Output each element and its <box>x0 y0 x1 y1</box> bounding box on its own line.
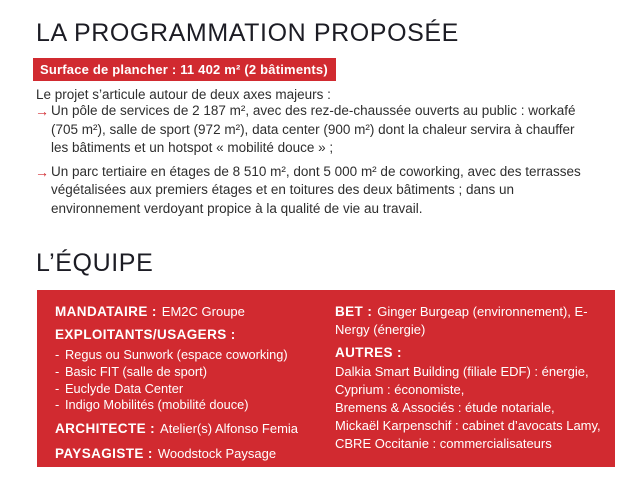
autres-list <box>335 363 603 453</box>
paysagiste-label: PAYSAGISTE : <box>55 446 153 462</box>
bet-value: Ginger Burgeap (environnement), E-Nergy (énergie) <box>335 304 588 337</box>
mandataire-line <box>55 303 327 321</box>
architecte-label: ARCHITECTE : <box>55 421 156 437</box>
exploitants-list <box>55 347 327 414</box>
arrow-right-icon: → <box>35 103 49 119</box>
surface-banner: Surface de plancher : 11 402 m² (2 bâtiments) <box>33 58 336 81</box>
exploitants-item: - Indigo Mobilités (mobilité douce) <box>55 397 327 414</box>
axes-list <box>35 102 588 224</box>
autres-label: AUTRES : <box>335 345 402 360</box>
team-card <box>37 290 615 467</box>
exploitants-item: - Euclyde Data Center <box>55 381 327 398</box>
axes-item-text: Un pôle de services de 2 187 m², avec des rez-de-chaussée ouverts au public : workafé (705 m²), salle de sport (972 m²), data center (900 m²) dont la chaleur servira à chauffer les bâtiments et un hotspot « mobilité douce » ; <box>51 103 576 156</box>
axes-item <box>35 163 588 219</box>
autres-line <box>335 344 603 362</box>
autres-item: Dalkia Smart Building (filiale EDF) : énergie, <box>335 364 589 379</box>
exploitants-item: - Regus ou Sunwork (espace coworking) <box>55 347 327 364</box>
team-card-left-column <box>55 303 327 463</box>
bet-label: BET : <box>335 304 373 319</box>
exploitants-line <box>55 326 327 344</box>
axes-item-text: Un parc tertiaire en étages de 8 510 m², dont 5 000 m² de coworking, avec des terrasses végétalisées aux premiers étages et en toitures des deux bâtiments ; dans un environnement verdoyant propice à la qualité de vie au travail. <box>51 163 581 216</box>
autres-item: CBRE Occitanie : commercialisateurs <box>335 436 552 451</box>
mandataire-label: MANDATAIRE : <box>55 304 157 319</box>
mandataire-value: EM2C Groupe <box>161 304 245 319</box>
programmation-title: LA PROGRAMMATION PROPOSÉE <box>36 19 459 47</box>
bet-line <box>335 303 603 339</box>
equipe-title: L’ÉQUIPE <box>36 249 154 277</box>
architecte-value: Atelier(s) Alfonso Femia <box>160 421 299 437</box>
intro-text: Le projet s’articule autour de deux axes majeurs : <box>36 87 331 102</box>
team-card-right-column <box>335 303 603 453</box>
arrow-right-icon: → <box>35 163 49 180</box>
axes-item <box>35 102 588 158</box>
exploitants-item: - Basic FIT (salle de sport) <box>55 364 327 381</box>
paysagiste-line <box>55 445 327 463</box>
architecte-line <box>55 420 327 438</box>
autres-item: Bremens & Associés : étude notariale, <box>335 400 555 415</box>
paysagiste-value: Woodstock Paysage <box>157 446 277 462</box>
autres-item: Cyprium : économiste, <box>335 382 465 397</box>
autres-item: Mickaël Karpenschif : cabinet d’avocats Lamy, <box>335 418 601 433</box>
exploitants-label: EXPLOITANTS/USAGERS : <box>55 327 236 342</box>
